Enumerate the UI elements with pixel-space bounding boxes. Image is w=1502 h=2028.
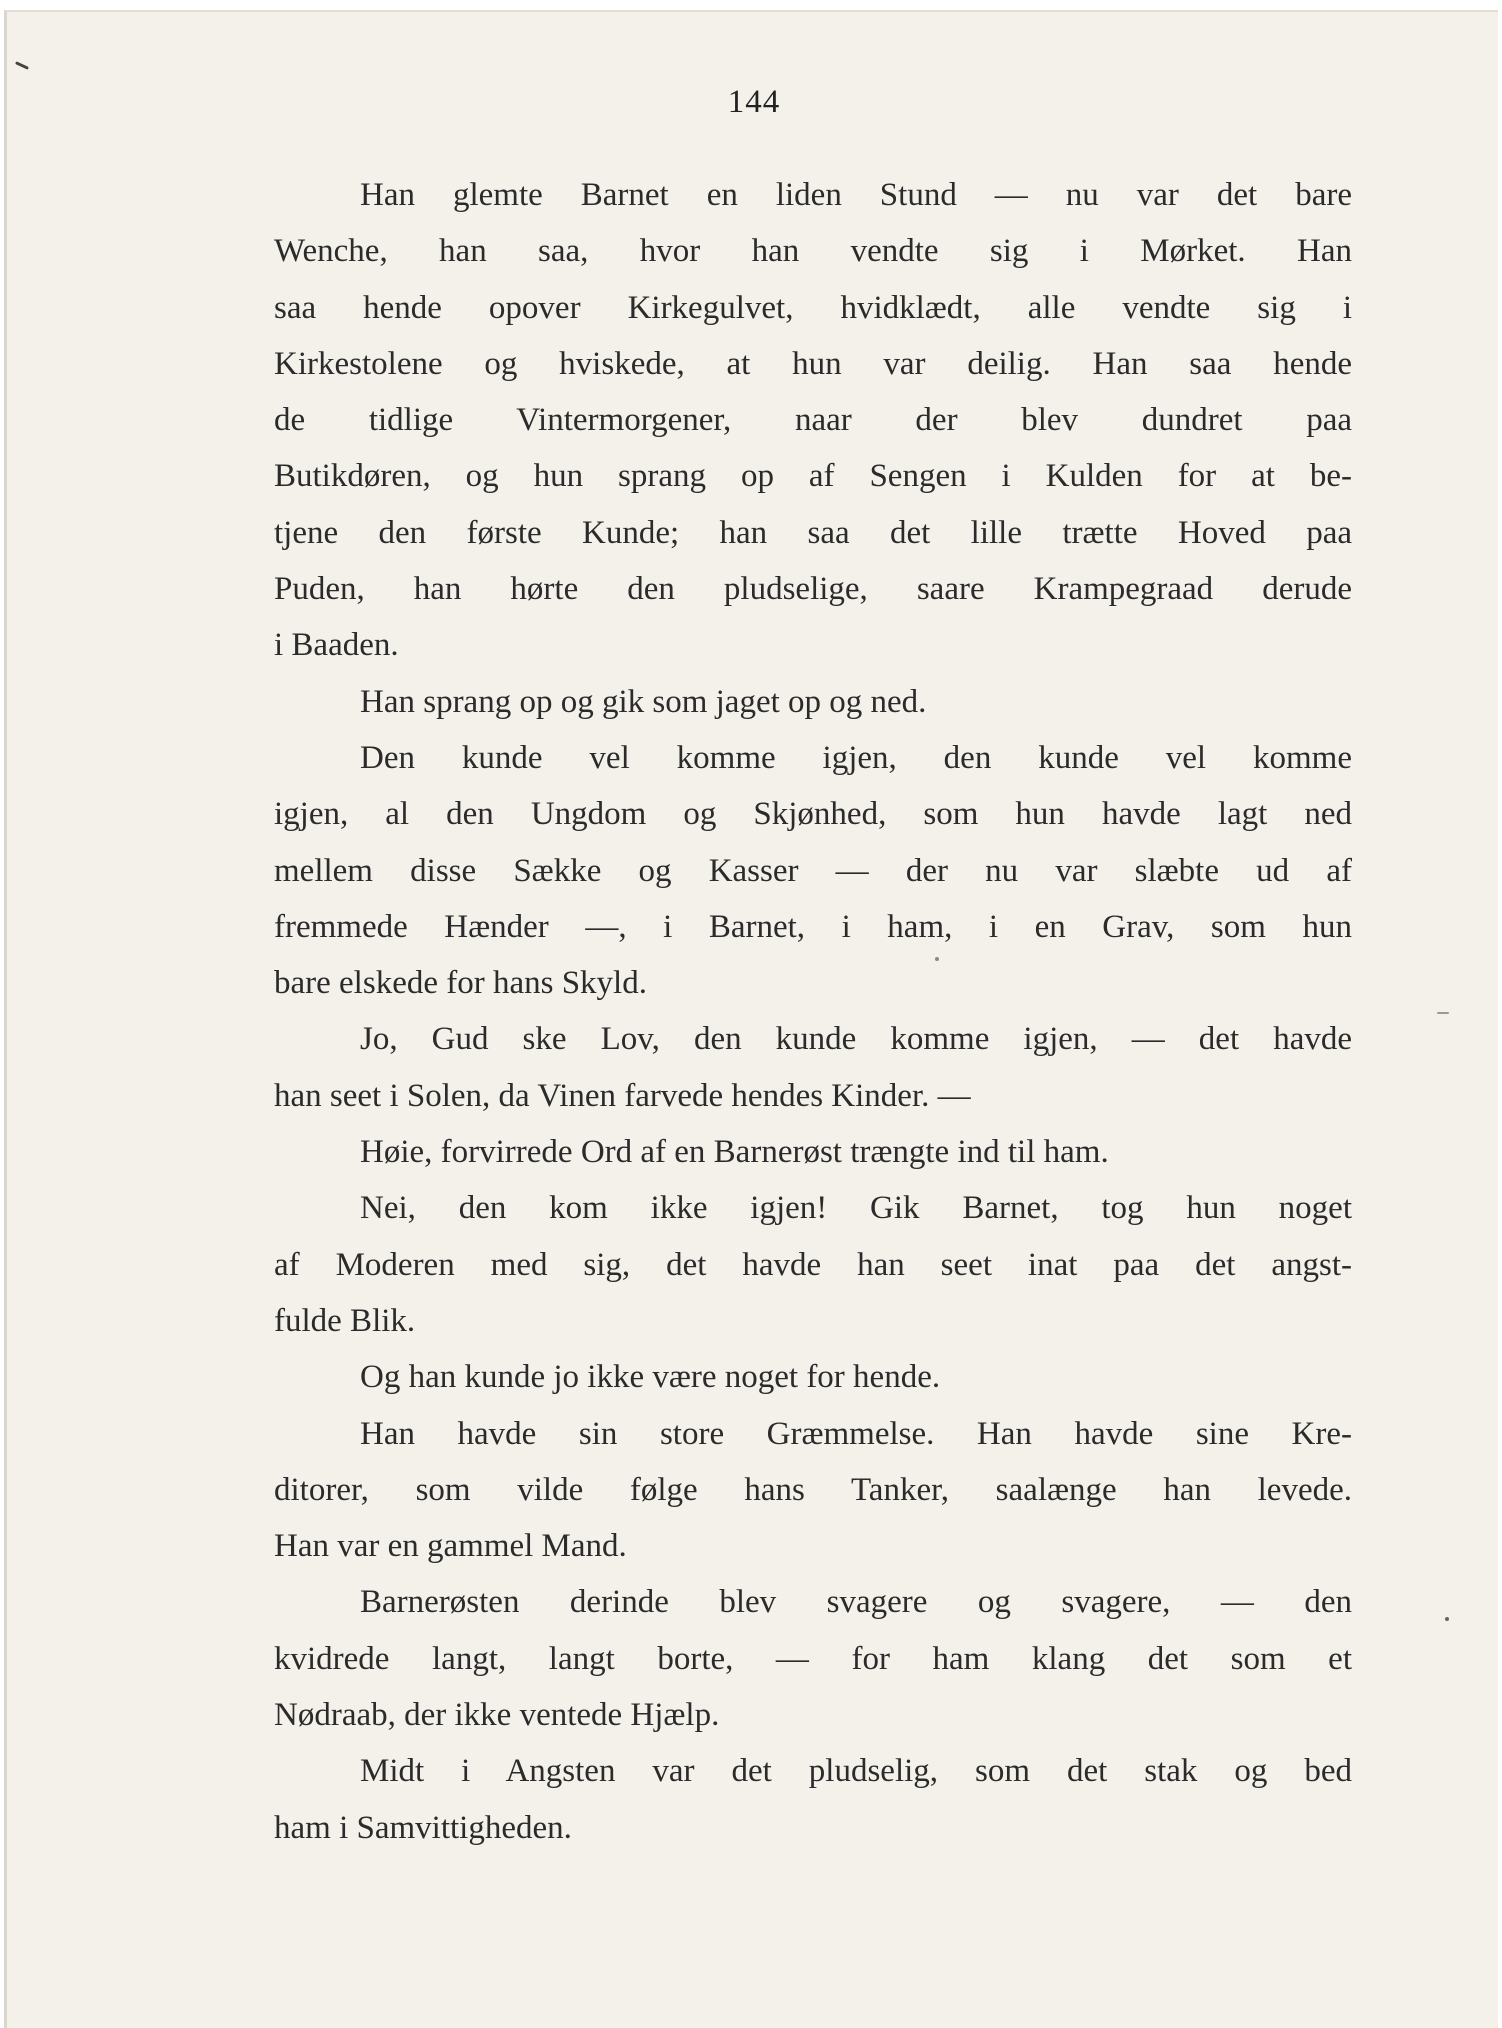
text-line: kvidrede langt, langt borte, — for ham klang det som et bbox=[274, 1640, 1352, 1677]
text-line: Den kunde vel komme igjen, den kunde vel komme bbox=[360, 739, 1352, 776]
text-line: Barnerøsten derinde blev svagere og svagere, — den bbox=[360, 1584, 1352, 1621]
text-line: Butikdøren, og hun sprang op af Sengen i Kulden for at be- bbox=[274, 458, 1352, 495]
page-number: 144 bbox=[727, 84, 781, 120]
text-line: bare elskede for hans Skyld. bbox=[274, 965, 647, 1002]
text-line: Han havde sin store Græmmelse. Han havde sine Kre- bbox=[360, 1415, 1352, 1452]
text-line: Han sprang op og gik som jaget op og ned. bbox=[360, 683, 927, 720]
text-line: Og han kunde jo ikke være noget for hende. bbox=[360, 1359, 941, 1396]
text-line: fulde Blik. bbox=[274, 1302, 416, 1339]
text-line: Nei, den kom ikke igjen! Gik Barnet, tog hun noget bbox=[360, 1190, 1352, 1227]
text-line: Han var en gammel Mand. bbox=[274, 1528, 627, 1565]
paper-speck bbox=[15, 61, 29, 70]
paper-speck bbox=[1445, 1617, 1449, 1621]
text-line: de tidlige Vintermorgener, naar der blev dundret paa bbox=[274, 402, 1352, 439]
text-line: Han glemte Barnet en liden Stund — nu var det bare bbox=[360, 177, 1352, 213]
book-page bbox=[4, 10, 1498, 2028]
text-line: Puden, han hørte den pludselige, saare Krampegraad derude bbox=[274, 571, 1352, 608]
text-line: igjen, al den Ungdom og Skjønhed, som hun havde lagt ned bbox=[274, 796, 1352, 833]
text-line: saa hende opover Kirkegulvet, hvidklædt, alle vendte sig i bbox=[274, 289, 1352, 326]
text-line: i Baaden. bbox=[274, 627, 399, 664]
text-line: Nødraab, der ikke ventede Hjælp. bbox=[274, 1697, 720, 1734]
paper-speck bbox=[935, 957, 939, 961]
text-line: Høie, forvirrede Ord af en Barnerøst trængte ind til ham. bbox=[360, 1134, 1109, 1171]
paper-speck bbox=[1437, 1012, 1449, 1014]
text-line: Jo, Gud ske Lov, den kunde komme igjen, — det havde bbox=[360, 1021, 1352, 1058]
text-line: ditorer, som vilde følge hans Tanker, saalænge han levede. bbox=[274, 1471, 1352, 1508]
page-body-text bbox=[274, 167, 1352, 1856]
text-line: ham i Samvittigheden. bbox=[274, 1809, 572, 1846]
text-line: Kirkestolene og hviskede, at hun var deilig. Han saa hende bbox=[274, 345, 1352, 382]
text-line: Midt i Angsten var det pludselig, som det stak og bed bbox=[360, 1753, 1352, 1790]
text-line: af Moderen med sig, det havde han seet inat paa det angst- bbox=[274, 1246, 1352, 1283]
text-line: fremmede Hænder —, i Barnet, i ham, i en Grav, som hun bbox=[274, 908, 1352, 945]
text-line: tjene den første Kunde; han saa det lille trætte Hoved paa bbox=[274, 514, 1352, 551]
text-line: han seet i Solen, da Vinen farvede hendes Kinder. — bbox=[274, 1077, 971, 1114]
text-line: mellem disse Sække og Kasser — der nu var slæbte ud af bbox=[274, 852, 1352, 889]
text-line: Wenche, han saa, hvor han vendte sig i Mørket. Han bbox=[274, 233, 1352, 270]
